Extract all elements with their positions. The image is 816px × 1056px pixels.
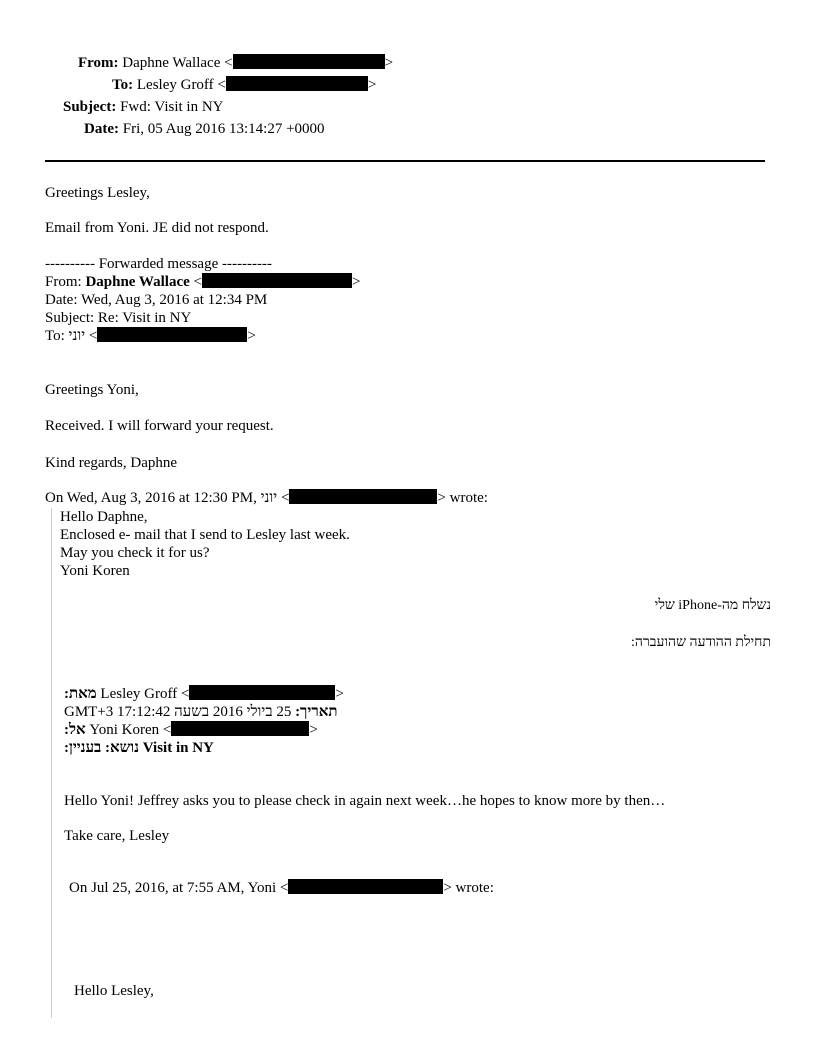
greeting: Greetings Lesley, xyxy=(45,185,150,201)
take-care-line: Take care, Lesley xyxy=(64,828,170,844)
hebrew-date-label: תאריך: xyxy=(295,704,338,720)
date-label: Date: xyxy=(84,121,119,137)
on-wrote-suffix: > wrote: xyxy=(437,490,488,506)
fwd-date: Date: Wed, Aug 3, 2016 at 12:34 PM xyxy=(45,292,268,308)
from-label: From: xyxy=(78,55,119,71)
subject-value: Fwd: Visit in NY xyxy=(120,99,224,115)
close-bracket: > xyxy=(247,328,256,344)
to-label: To: xyxy=(112,77,134,93)
redaction-box xyxy=(289,489,437,504)
close-bracket: > xyxy=(384,55,394,71)
header-from xyxy=(78,54,393,72)
sent-from-iphone: נשלח מה-iPhone שלי xyxy=(654,598,771,613)
hebrew-to-label: אל: xyxy=(64,722,86,738)
forwarded-marker: ---------- Forwarded message ---------- xyxy=(45,256,272,272)
redaction-box xyxy=(97,327,247,342)
quote-bar xyxy=(51,508,52,1018)
on-jul-prefix: On Jul 25, 2016, at 7:55 AM, Yoni < xyxy=(69,880,289,896)
fwd-subject: Subject: Re: Visit in NY xyxy=(45,310,192,326)
date-value: Fri, 05 Aug 2016 13:14:27 +0000 xyxy=(122,121,325,137)
on-wrote-prefix: On Wed, Aug 3, 2016 at 12:30 PM, יוני < xyxy=(45,490,290,506)
quoted-signature: Yoni Koren xyxy=(60,563,130,579)
close-bracket: > xyxy=(367,77,377,93)
hebrew-date xyxy=(64,703,338,721)
greeting-yoni: Greetings Yoni, xyxy=(45,382,139,398)
fwd-from xyxy=(45,273,360,291)
hebrew-to-value: Yoni Koren < xyxy=(85,722,172,738)
fwd-from-prefix: From: xyxy=(45,274,86,290)
redaction-box xyxy=(288,879,443,894)
on-jul-wrote-line xyxy=(69,879,494,897)
redaction-box xyxy=(171,721,309,736)
hebrew-subject-value: Visit in NY xyxy=(139,740,214,756)
subject-label: Subject: xyxy=(63,99,117,115)
close-bracket: > xyxy=(309,722,318,738)
quoted-enclosed: Enclosed e- mail that I send to Lesley last week. xyxy=(60,527,350,543)
hebrew-from xyxy=(64,685,344,703)
hebrew-subject-label: נושא: בעניין: xyxy=(64,740,139,756)
close-bracket: > xyxy=(335,686,344,702)
header-to xyxy=(112,76,376,94)
quoted-may-you: May you check it for us? xyxy=(60,545,210,561)
received-line: Received. I will forward your request. xyxy=(45,418,274,434)
hebrew-from-value: Lesley Groff < xyxy=(96,686,190,702)
on-wrote-line xyxy=(45,489,488,507)
redaction-box xyxy=(233,54,385,69)
fwd-to-prefix: To: יוני < xyxy=(45,328,98,344)
redaction-box xyxy=(189,685,335,700)
hebrew-subject xyxy=(64,739,214,757)
hebrew-date-value: 25 ביולי 2016 בשעה 17:12:42 GMT+3 xyxy=(64,704,296,720)
header-subject xyxy=(63,98,224,116)
from-value: Daphne Wallace < xyxy=(122,55,233,71)
hello-lesley: Hello Lesley, xyxy=(74,983,154,999)
regards-line: Kind regards, Daphne xyxy=(45,455,178,471)
fwd-from-name: Daphne Wallace xyxy=(85,274,190,290)
redaction-box xyxy=(202,273,352,288)
redaction-box xyxy=(226,76,368,91)
fwd-to xyxy=(45,327,256,345)
lesley-message: Hello Yoni! Jeffrey asks you to please check in again next week…he hopes to know more by then… xyxy=(64,793,666,809)
header-divider xyxy=(45,160,765,162)
quoted-hello: Hello Daphne, xyxy=(60,509,148,525)
header-date xyxy=(84,120,325,138)
close-bracket: > xyxy=(351,274,361,290)
hebrew-to xyxy=(64,721,318,739)
begin-forwarded: תחילת ההודעה שהועברה: xyxy=(630,635,771,650)
body-line: Email from Yoni. JE did not respond. xyxy=(45,220,269,236)
to-value: Lesley Groff < xyxy=(136,77,226,93)
hebrew-from-label: מאת: xyxy=(64,686,97,702)
on-jul-suffix: > wrote: xyxy=(443,880,494,896)
fwd-from-open: < xyxy=(189,274,202,290)
